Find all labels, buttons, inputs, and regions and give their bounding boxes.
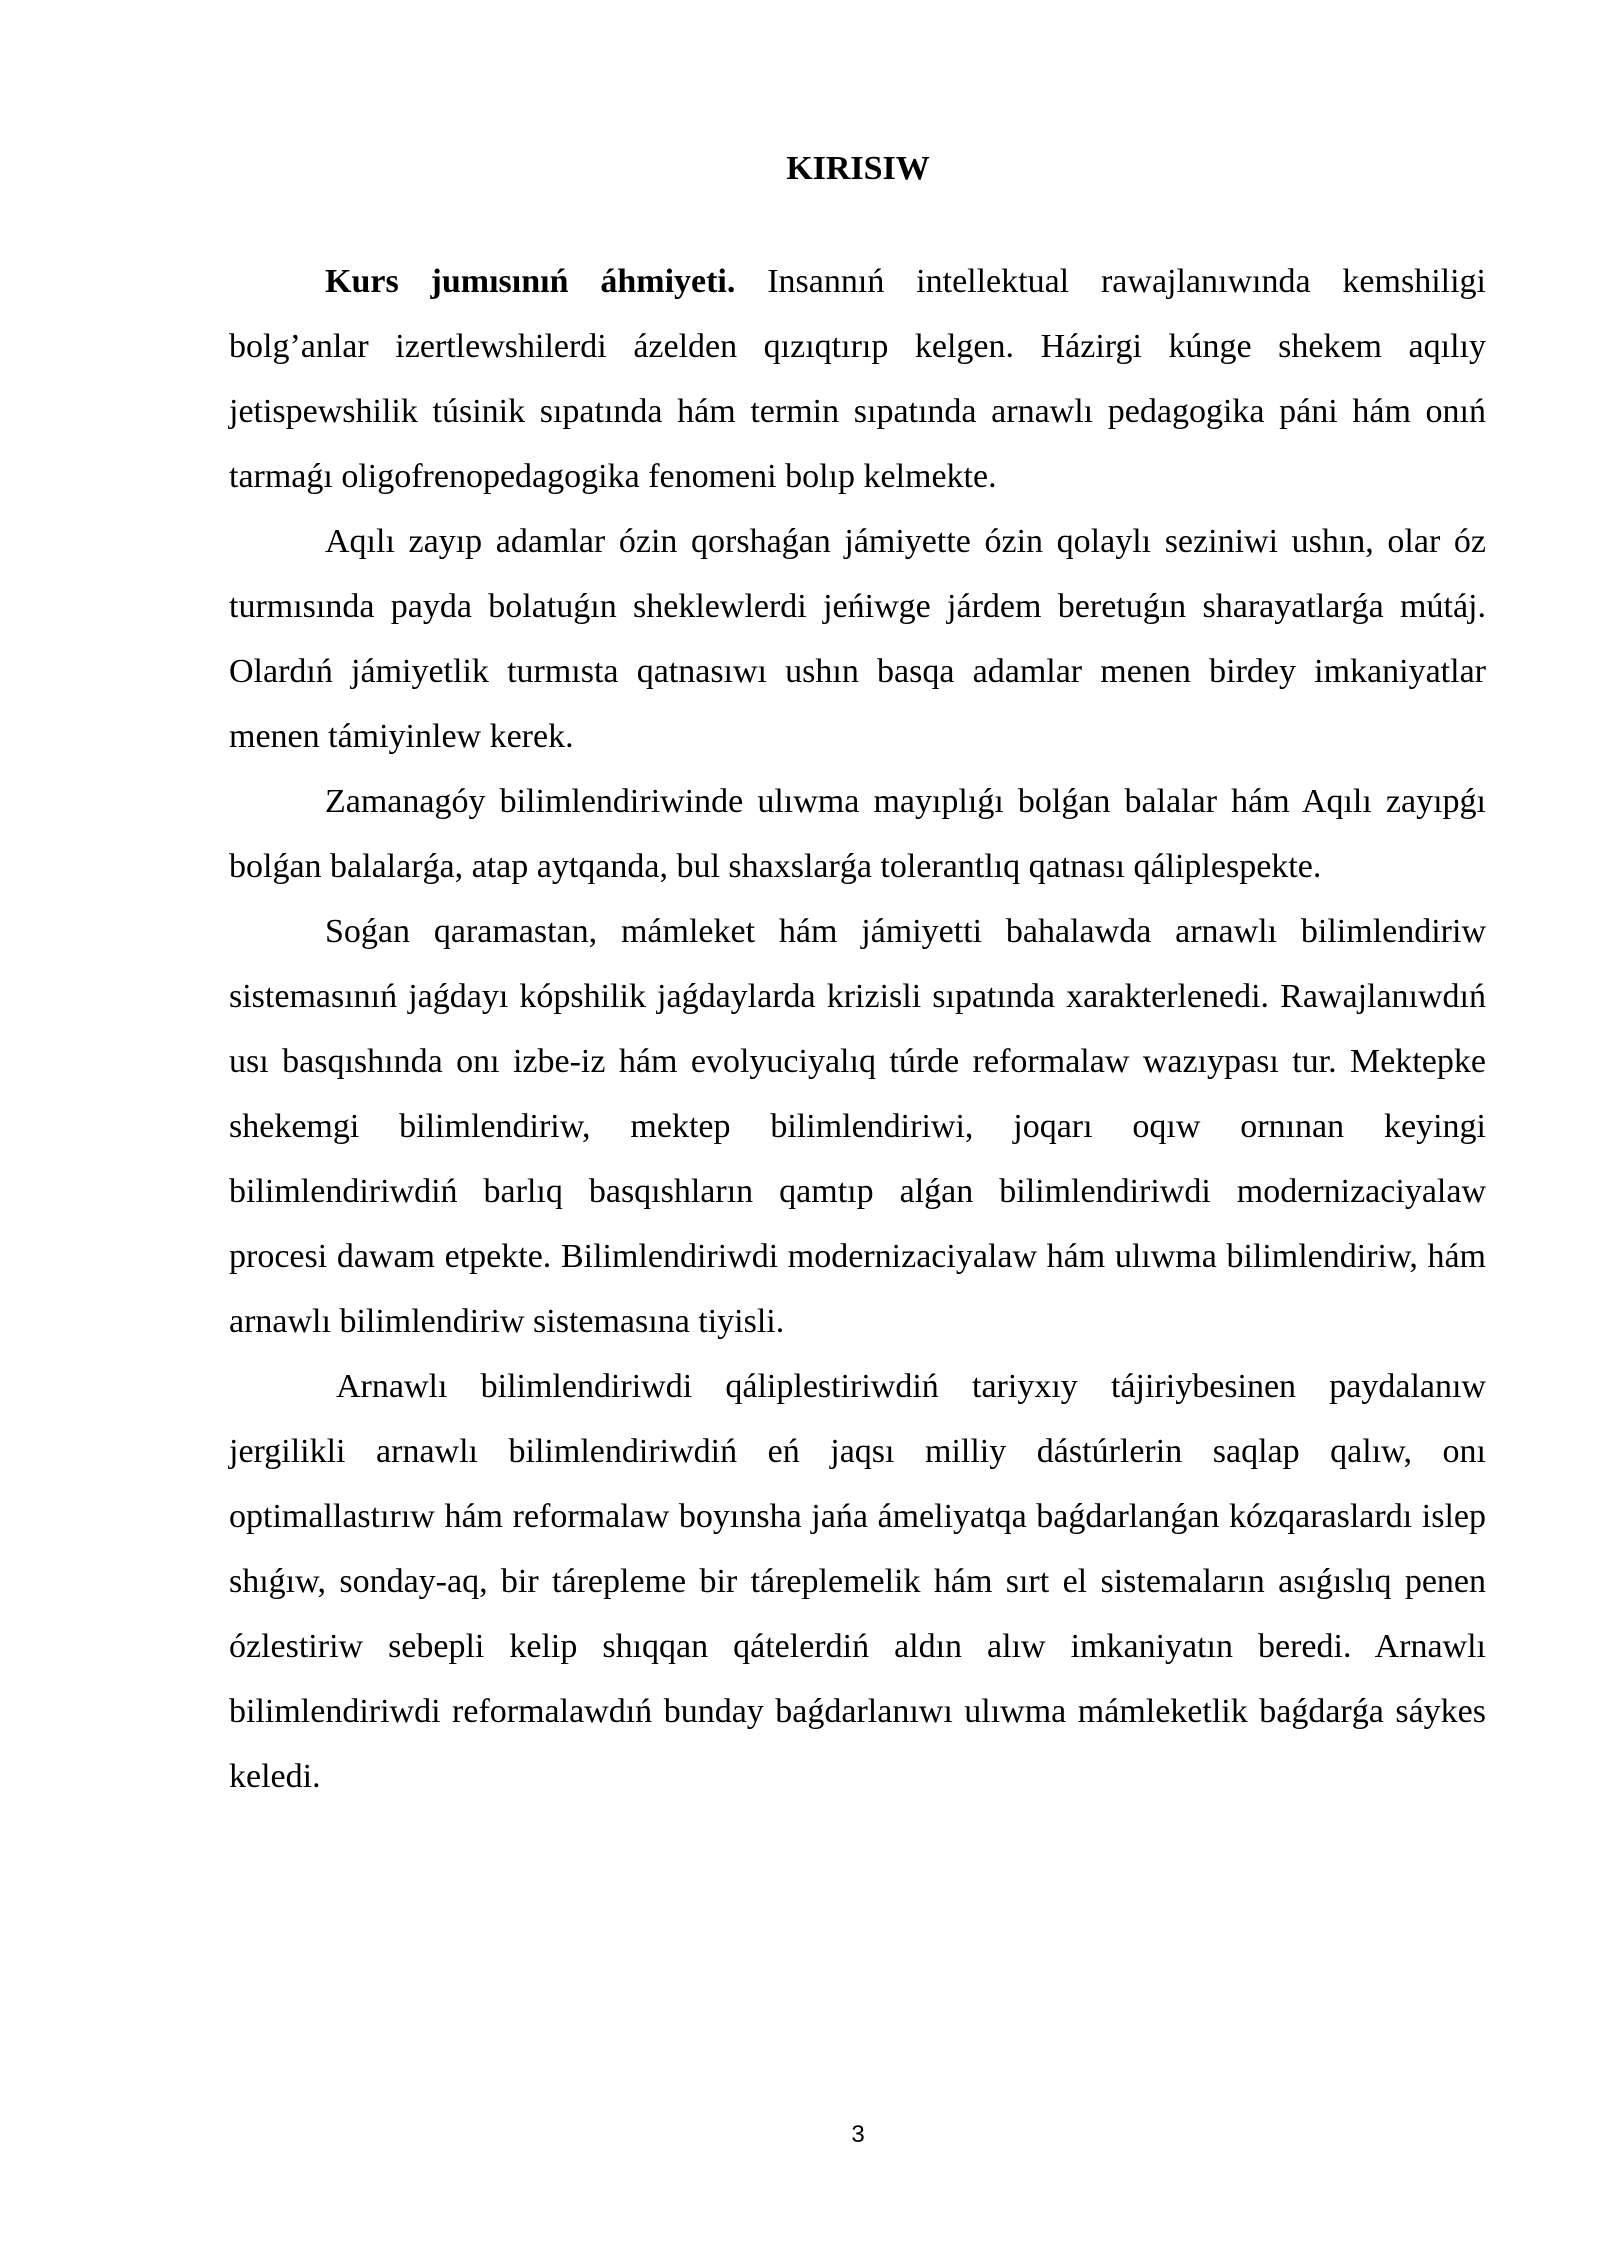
page-title: KIRISIW — [786, 150, 930, 187]
page-number: 3 — [851, 2121, 865, 2148]
paragraph-2: Aqılı zayıp adamlar ózin qorshaǵan jámiyette ózin qolaylı seziniwi ushın, olar óz turmısında payda bolatuǵın sheklewlerdi jeńiwge járdem beretuǵın sharayatlarǵa mútáj. Olardıń jámiyetlik turmısta qatnasıwı ushın basqa adamlar menen birdey imkaniyatlar menen támiyinlew kerek. — [229, 523, 1486, 755]
document-body — [229, 249, 1486, 1809]
paragraph-4: Soǵan qaramastan, mámleket hám jámiyetti bahalawda arnawlı bilimlendiriw sistemasınıń jaǵdayı kópshilik jaǵdaylarda krizisli sıpatında xarakterlenedi. Rawajlanıwdıń usı basqıshında onı izbe-iz hám evolyuciyalıq túrde reformalaw wazıypası tur. Mektepke shekemgi bilimlendiriw, mektep bilimlendiriwi, joqarı oqıw ornınan keyingi bilimlendiriwdiń barlıq basqıshların qamtıp alǵan bilimlendiriwdi modernizaciyalaw procesi dawam etpekte. Bilimlendiriwdi modernizaciyalaw hám ulıwma bilimlendiriw, hám arnawlı bilimlendiriw sistemasına tiyisli. — [229, 913, 1486, 1340]
paragraph-5: Arnawlı bilimlendiriwdi qáliplestiriwdiń tariyxıy tájiriybesinen paydalanıw jergilikli arnawlı bilimlendiriwdiń eń jaqsı milliy dástúrlerin saqlap qalıw, onı optimallastırıw hám reformalaw boyınsha jańa ámeliyatqa baǵdarlanǵan kózqaraslardı islep shıǵıw, sonday-aq, bir tárepleme bir táreplemelik hám sırt el sistemaların asıǵıslıq penen ózlestiriw sebepli kelip shıqqan qátelerdiń aldın alıw imkaniyatın beredi. Arnawlı bilimlendiriwdi reformalawdıń bunday baǵdarlanıwı ulıwma mámleketlik baǵdarǵa sáykes keledi. — [229, 1368, 1486, 1795]
paragraph-lead: Kurs jumısınıń áhmiyeti. — [325, 263, 736, 300]
paragraph-1 — [229, 249, 1486, 509]
paragraph-text: Insannıń intellektual rawajlanıwında kemshiligi bolg’anlar izertlewshilerdi ázelden qızıqtırıp kelgen. Házirgi kúnge shekem aqılıy jetispewshilik túsinik sıpatında hám termin sıpatında arnawlı pedagogika páni hám onıń tarmaǵı oligofrenopedagogika fenomeni bolıp kelmekte. — [229, 263, 1486, 495]
paragraph-3: Zamanagóy bilimlendiriwinde ulıwma mayıplıǵı bolǵan balalar hám Aqılı zayıpǵı bolǵan balalarǵa, atap aytqanda, bul shaxslarǵa tolerantlıq qatnası qáliplespekte. — [229, 783, 1486, 885]
